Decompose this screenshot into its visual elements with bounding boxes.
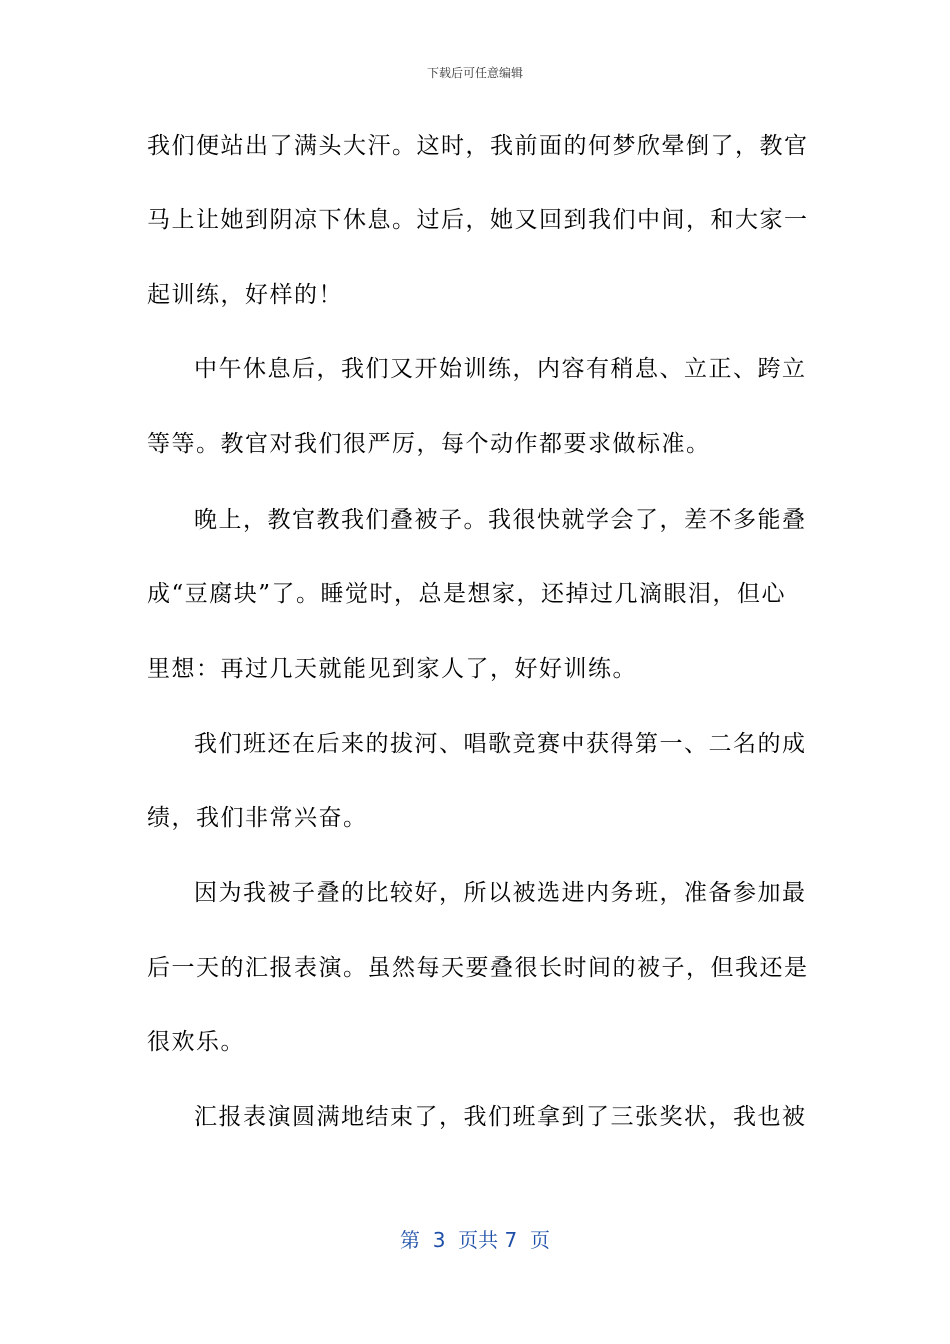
text-line: 很欢乐。 bbox=[147, 1029, 245, 1055]
paragraph-first-line: 中午休息后，我们又开始训练，内容有稍息、立正、跨立 bbox=[194, 356, 807, 382]
text-line: 后一天的汇报表演。虽然每天要叠很长时间的被子，但我还是 bbox=[147, 955, 809, 981]
text-line: 等等。教官对我们很严厉，每个动作都要求做标准。 bbox=[147, 431, 711, 457]
text-line: 起训练，好样的！ bbox=[147, 282, 343, 308]
paragraph-first-line: 晚上，教官教我们叠被子。我很快就学会了，差不多能叠 bbox=[194, 507, 807, 533]
text-line: 我们便站出了满头大汗。这时，我前面的何梦欣晕倒了，教官 bbox=[147, 133, 809, 159]
text-line: 绩，我们非常兴奋。 bbox=[147, 805, 368, 831]
paragraph-first-line: 我们班还在后来的拔河、唱歌竞赛中获得第一、二名的成 bbox=[194, 731, 807, 757]
paragraph-first-line: 汇报表演圆满地结束了，我们班拿到了三张奖状，我也被 bbox=[194, 1104, 807, 1130]
paragraph-first-line: 因为我被子叠的比较好，所以被选进内务班，准备参加最 bbox=[194, 880, 807, 906]
text-line: 马上让她到阴凉下休息。过后，她又回到我们中间，和大家一 bbox=[147, 207, 809, 233]
text-line: 里想：再过几天就能见到家人了，好好训练。 bbox=[147, 656, 637, 682]
page-number-footer: 第 3 页共 7 页 bbox=[400, 1228, 550, 1252]
text-line: 成“豆腐块”了。睡觉时，总是想家，还掉过几滴眼泪，但心 bbox=[147, 581, 787, 607]
page-header: 下载后可任意编辑 bbox=[426, 66, 523, 80]
